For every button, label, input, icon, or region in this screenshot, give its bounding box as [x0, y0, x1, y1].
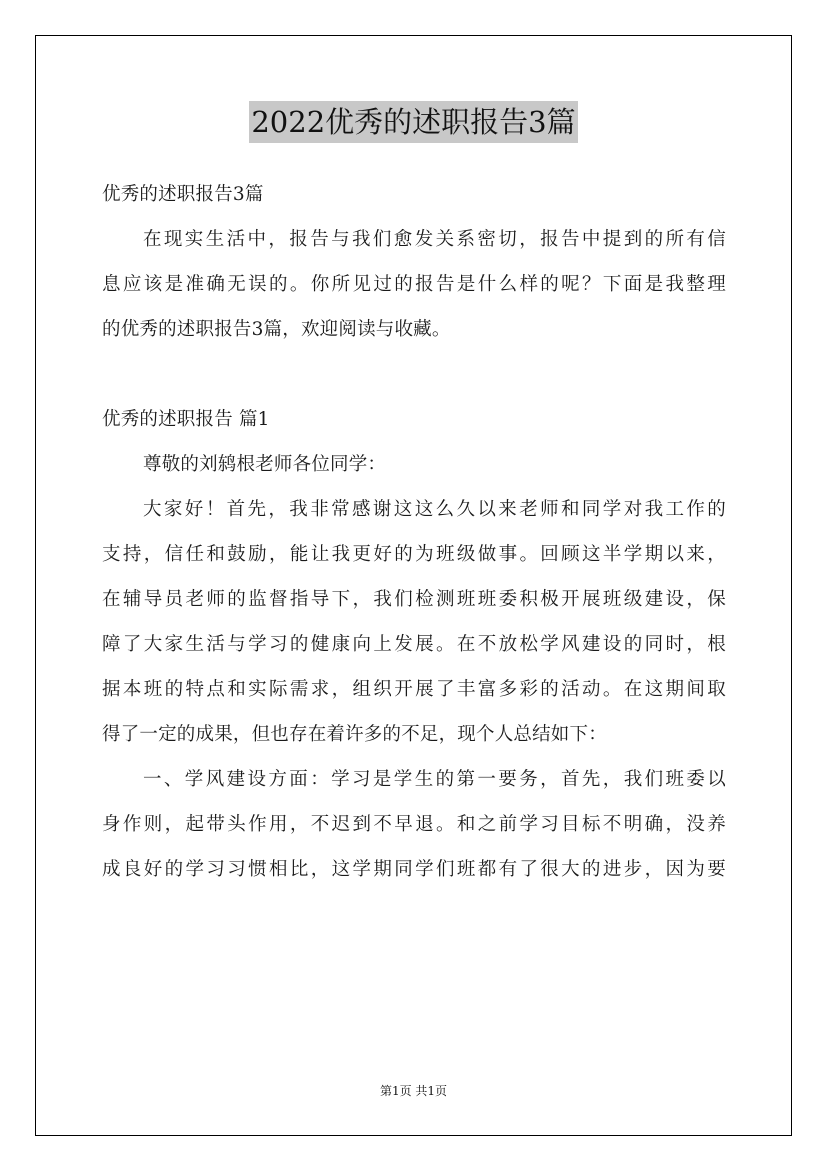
- paragraph-line: 据本班的特点和实际需求，组织开展了丰富多彩的活动。在这期间取: [102, 679, 726, 700]
- paragraph-line: 在辅导员老师的监督指导下，我们检测班班委积极开展班级建设，保: [102, 589, 726, 610]
- paragraph-line: 得了一定的成果，但也存在着许多的不足，现个人总结如下：: [102, 724, 607, 745]
- document-body: [102, 172, 726, 892]
- paragraph-line: 一、学风建设方面：学习是学生的第一要务，首先，我们班委以: [143, 769, 726, 790]
- document-title: 2022优秀的述职报告3篇: [249, 101, 577, 143]
- paragraph-line: 大家好！首先，我非常感谢这这么久以来老师和同学对我工作的: [143, 499, 726, 520]
- title-area: [0, 101, 827, 143]
- paragraph-line: 支持，信任和鼓励，能让我更好的为班级做事。回顾这半学期以来，: [102, 544, 726, 565]
- section-heading: 优秀的述职报告 篇1: [102, 409, 270, 430]
- intro-line: 在现实生活中，报告与我们愈发关系密切，报告中提到的所有信: [143, 229, 726, 250]
- paragraph-line: 障了大家生活与学习的健康向上发展。在不放松学风建设的同时，根: [102, 634, 726, 655]
- paragraph-line: 身作则，起带头作用，不迟到不早退。和之前学习目标不明确，没养: [102, 814, 726, 835]
- blank-line: [102, 352, 726, 397]
- paragraph-line: 成良好的学习习惯相比，这学期同学们班都有了很大的进步，因为要: [102, 859, 726, 880]
- intro-line: 息应该是准确无误的。你所见过的报告是什么样的呢？下面是我整理: [102, 274, 726, 295]
- intro-line: 的优秀的述职报告3篇，欢迎阅读与收藏。: [102, 319, 451, 340]
- subtitle: 优秀的述职报告3篇: [102, 184, 264, 205]
- greeting: 尊敬的刘鸫根老师各位同学：: [143, 454, 387, 475]
- page-footer: 第1页 共1页: [379, 1084, 448, 1098]
